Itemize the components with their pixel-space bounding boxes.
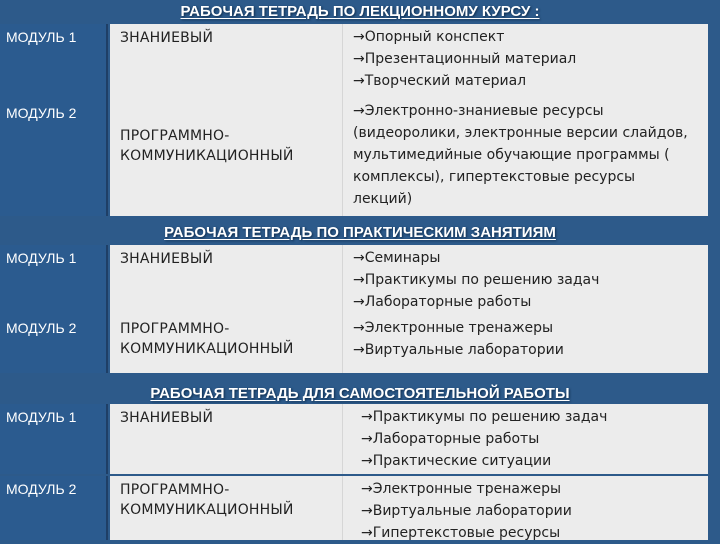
type-cell	[110, 98, 342, 216]
resource-item: →Электронно-знаниевые ресурсы	[353, 103, 604, 119]
resources-cell	[342, 98, 708, 216]
type-cell: ЗНАНИЕВЫЙ	[110, 245, 342, 315]
module-cell: МОДУЛЬ 1	[0, 24, 108, 98]
type-cell: ЗНАНИЕВЫЙ	[110, 24, 342, 98]
resource-item: →Практикумы по решению задач	[361, 409, 608, 425]
resource-item: →Виртуальные лаборатории	[353, 342, 564, 358]
resources-cell	[342, 315, 708, 373]
type-line: КОММУНИКАЦИОННЫЙ	[120, 148, 294, 164]
resource-item: →Практикумы по решению задач	[353, 272, 600, 288]
module-cell: МОДУЛЬ 2	[0, 315, 108, 373]
type-line: КОММУНИКАЦИОННЫЙ	[120, 502, 294, 518]
module-cell: МОДУЛЬ 2	[0, 98, 108, 216]
resource-item: →Виртуальные лаборатории	[361, 503, 572, 519]
table-row	[0, 24, 720, 98]
table-row	[0, 245, 720, 315]
resources-cell	[342, 245, 708, 315]
table-row	[0, 404, 720, 474]
resources-cell	[342, 404, 708, 474]
resource-item: →Гипертекстовые ресурсы	[361, 525, 561, 541]
table-row	[0, 476, 720, 540]
type-cell	[110, 315, 342, 373]
resource-item: →Лабораторные работы	[353, 294, 532, 310]
edge-strip	[708, 98, 720, 216]
resource-item: →Творческий материал	[353, 73, 527, 89]
resource-item: →Семинары	[353, 250, 441, 266]
resource-item: →Практические ситуации	[361, 453, 552, 469]
section-title-text: РАБОЧАЯ ТЕТРАДЬ ДЛЯ САМОСТОЯТЕЛЬНОЙ РАБОТЫ	[150, 385, 570, 402]
resource-item: →Презентационный материал	[353, 51, 577, 67]
type-line: ПРОГРАММНО-	[120, 482, 230, 498]
resource-item: →Электронные тренажеры	[361, 481, 562, 497]
type-line: ПРОГРАММНО-	[120, 321, 230, 337]
table-row	[0, 315, 720, 373]
resources-cell	[342, 476, 708, 540]
resource-item: лекций)	[353, 191, 413, 207]
type-cell: ЗНАНИЕВЫЙ	[110, 404, 342, 474]
type-line: КОММУНИКАЦИОННЫЙ	[120, 341, 294, 357]
section-title-lectures	[0, 3, 720, 21]
table-row	[0, 98, 720, 216]
section-title-independent	[0, 385, 720, 403]
module-cell: МОДУЛЬ 2	[0, 476, 108, 540]
resource-item: →Лабораторные работы	[361, 431, 540, 447]
module-cell: МОДУЛЬ 1	[0, 245, 108, 315]
resources-cell	[342, 24, 708, 98]
edge-strip	[708, 404, 720, 474]
edge-strip	[708, 24, 720, 98]
type-cell	[110, 476, 342, 540]
section-title-practical	[0, 224, 720, 242]
resource-item: комплексы), гипертекстовые ресурсы	[353, 169, 636, 185]
edge-strip	[708, 245, 720, 315]
section-title-text: РАБОЧАЯ ТЕТРАДЬ ПО ПРАКТИЧЕСКИМ ЗАНЯТИЯМ	[164, 224, 556, 241]
edge-strip	[708, 315, 720, 373]
resource-item: →Опорный конспект	[353, 29, 505, 45]
type-line: ПРОГРАММНО-	[120, 128, 230, 144]
resource-item: →Электронные тренажеры	[353, 320, 554, 336]
edge-strip	[708, 476, 720, 540]
module-cell: МОДУЛЬ 1	[0, 404, 108, 474]
resource-item: мультимедийные обучающие программы (	[353, 147, 670, 163]
section-title-text: РАБОЧАЯ ТЕТРАДЬ ПО ЛЕКЦИОННОМУ КУРСУ :	[180, 3, 540, 20]
resource-item: (видеоролики, электронные версии слайдов,	[353, 125, 688, 141]
